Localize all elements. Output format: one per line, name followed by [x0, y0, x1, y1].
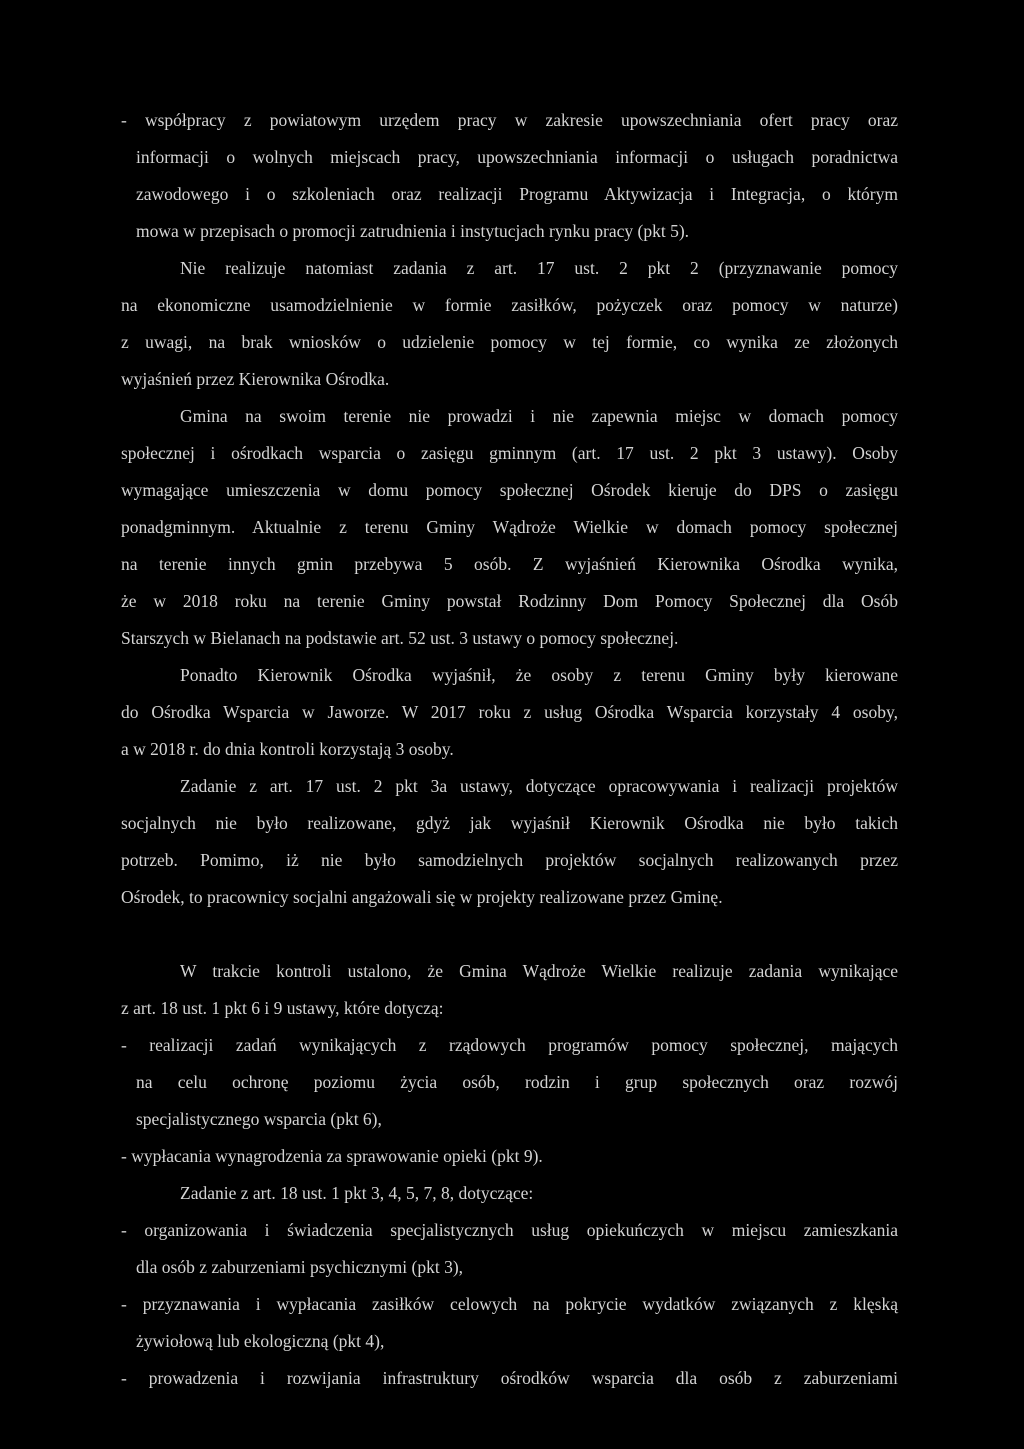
text-line: - przyznawania i wypłacania zasiłków celowych na pokrycie wydatków związanych z klęską: [121, 1294, 898, 1314]
text-line: na ekonomiczne usamodzielnienie w formie zasiłków, pożyczek oraz pomocy w naturze): [121, 295, 898, 315]
text-line: dla osób z zaburzeniami psychicznymi (pkt 3),: [136, 1257, 464, 1277]
text-line: do Ośrodka Wsparcia w Jaworze. W 2017 roku z usług Ośrodka Wsparcia korzystały 4 osoby,: [121, 702, 898, 722]
text-line: a w 2018 r. do dnia kontroli korzystają 3 osoby.: [121, 739, 454, 759]
text-line: - współpracy z powiatowym urzędem pracy w zakresie upowszechniania ofert pracy oraz: [121, 110, 898, 130]
text-line: ponadgminnym. Aktualnie z terenu Gminy Wądroże Wielkie w domach pomocy społecznej: [121, 517, 898, 537]
text-line: z art. 18 ust. 1 pkt 6 i 9 ustawy, które dotyczą:: [121, 998, 444, 1018]
text-line: Starszych w Bielanach na podstawie art. 52 ust. 3 ustawy o pomocy społecznej.: [121, 628, 679, 648]
text-line: społecznej i ośrodkach wsparcia o zasięgu gminnym (art. 17 ust. 2 pkt 3 ustawy). Osoby: [121, 443, 898, 463]
text-line: - wypłacania wynagrodzenia za sprawowanie opieki (pkt 9).: [121, 1146, 543, 1166]
text-line: Zadanie z art. 18 ust. 1 pkt 3, 4, 5, 7, 8, dotyczące:: [180, 1183, 534, 1203]
text-line: na celu ochronę poziomu życia osób, rodzin i grup społecznych oraz rozwój: [136, 1072, 898, 1092]
text-line: na terenie innych gmin przebywa 5 osób. Z wyjaśnień Kierownika Ośrodka wynika,: [121, 554, 898, 574]
text-line: W trakcie kontroli ustalono, że Gmina Wądroże Wielkie realizuje zadania wynikające: [180, 961, 898, 981]
text-line: informacji o wolnych miejscach pracy, upowszechniania informacji o usługach poradnictwa: [136, 147, 898, 167]
text-line: wyjaśnień przez Kierownika Ośrodka.: [121, 369, 390, 389]
text-line: - organizowania i świadczenia specjalistycznych usług opiekuńczych w miejscu zamieszkania: [121, 1220, 898, 1240]
text-line: - realizacji zadań wynikających z rządowych programów pomocy społecznej, mających: [121, 1035, 898, 1055]
text-line: z uwagi, na brak wniosków o udzielenie pomocy w tej formie, co wynika ze złożonych: [121, 332, 898, 352]
text-line: Ośrodek, to pracownicy socjalni angażowali się w projekty realizowane przez Gminę.: [121, 887, 723, 907]
text-line: Zadanie z art. 17 ust. 2 pkt 3a ustawy, dotyczące opracowywania i realizacji projektów: [180, 776, 898, 796]
text-line: że w 2018 roku na terenie Gminy powstał Rodzinny Dom Pomocy Społecznej dla Osób: [121, 591, 898, 611]
text-line: mowa w przepisach o promocji zatrudnienia i instytucjach rynku pracy (pkt 5).: [136, 221, 690, 241]
text-line: żywiołową lub ekologiczną (pkt 4),: [136, 1331, 385, 1351]
text-line: specjalistycznego wsparcia (pkt 6),: [136, 1109, 382, 1129]
text-line: zawodowego i o szkoleniach oraz realizacji Programu Aktywizacja i Integracja, o którym: [136, 184, 898, 204]
text-line: socjalnych nie było realizowane, gdyż jak wyjaśnił Kierownik Ośrodka nie było takich: [121, 813, 898, 833]
text-line: Nie realizuje natomiast zadania z art. 17 ust. 2 pkt 2 (przyznawanie pomocy: [180, 258, 898, 278]
text-line: wymagające umieszczenia w domu pomocy społecznej Ośrodek kieruje do DPS o zasięgu: [121, 480, 898, 500]
text-line: potrzeb. Pomimo, iż nie było samodzielnych projektów socjalnych realizowanych przez: [121, 850, 898, 870]
text-line: Gmina na swoim terenie nie prowadzi i nie zapewnia miejsc w domach pomocy: [180, 406, 898, 426]
text-line: - prowadzenia i rozwijania infrastruktury ośrodków wsparcia dla osób z zaburzeniami: [121, 1368, 898, 1388]
text-line: Ponadto Kierownik Ośrodka wyjaśnił, że osoby z terenu Gminy były kierowane: [180, 665, 898, 685]
